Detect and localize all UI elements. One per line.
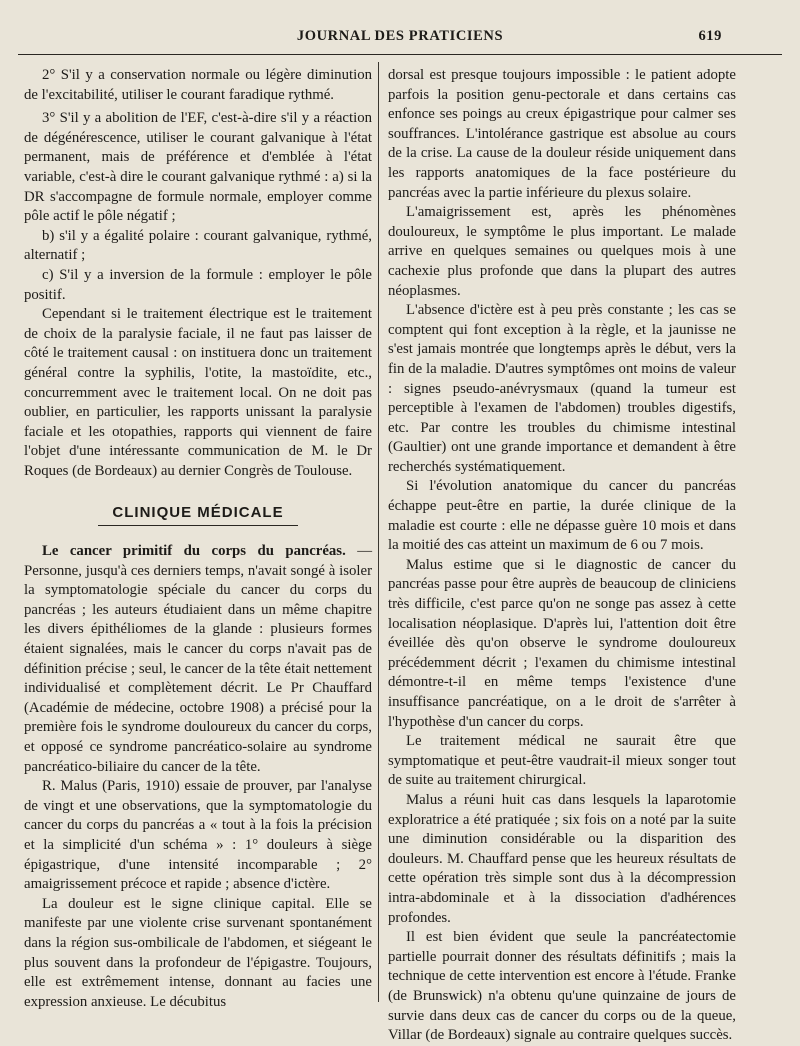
article-title: Le cancer primitif du corps du pancréas.: [42, 543, 346, 560]
left-column: [24, 66, 372, 1012]
paragraph: R. Malus (Paris, 1910) essaie de prouver, par l'analyse de vingt et une observations, que la symptomatologie du cancer du corps du pancréas a « tout à la fois la précision et la simplicité d'un schéma » : 1° douleurs à siège épigastrique, d'une intensité incomparable ; 2° amaigrissement précoce et rapide ; absence d'ictère.: [24, 778, 372, 893]
paragraph: 3° S'il y a abolition de l'EF, c'est-à-dire s'il y a réaction de dégénérescence, utiliser le courant galvanique à l'état permanent, mais de préférence et d'emblée à l'état variable, c'est-à dire le courant galvanique rythmé : a) si la DR s'accompagne de formule normale, employer comme pôle actif le pôle négatif ;: [24, 110, 372, 225]
paragraph: Le traitement médical ne saurait être que symptomatique et peut-être vaudrait-il mieux songer tout de suite au traitement chirurgical.: [388, 733, 736, 789]
running-header: [18, 28, 782, 50]
paragraph: Il est bien évident que seule la pancréatectomie partielle pourrait donner des résultats définitifs ; mais la technique de cette intervention est encore à l'étude. Franke (de Brunswick) n'a obtenu qu'une quinzaine de jours de survie dans deux cas de cancer du corps ou de la queue, Villar (de Bordeaux) signale au contraire quelques succès.: [388, 929, 736, 1044]
column-divider: [378, 62, 379, 1002]
header-rule: [18, 54, 782, 55]
paragraph: Si l'évolution anatomique du cancer du pancréas échappe peut-être en partie, la durée clinique de la maladie est courte : elle ne dépasse guère 10 mois et dans la moitié des cas atteint un maximum de 6 ou 7 mois.: [388, 478, 736, 554]
paragraph: La douleur est le signe clinique capital. Elle se manifeste par une violente crise survenant spontanément dans la région sus-ombilicale de l'abdomen, et siégeant le plus souvent dans la profondeur de l'épigastre. Toujours, elle est extrêmement intense, donnant au facies une expression anxieuse. Le décubitus: [24, 895, 372, 1010]
section-heading: [24, 501, 372, 526]
paragraph: b) s'il y a égalité polaire : courant galvanique, rythmé, alternatif ;: [24, 227, 372, 264]
page-number: 619: [698, 28, 722, 44]
paragraph: dorsal est presque toujours impossible : le patient adopte parfois la position genu-pectorale et dans certains cas enfonce ses poings au creux épigastrique pour calmer ses souffrances. L'intolérance gastrique est absolue au cours de la crise. La cause de la douleur réside uniquement dans les rapports anatomiques de la face postérieure du pancréas avec la partie inférieure du plexus solaire.: [388, 67, 736, 201]
article-text: — Personne, jusqu'à ces derniers temps, n'avait songé à isoler la symptomatologie spéciale du cancer du corps du pancréas ; les auteurs étudiaient dans un même chapitre les divers épithéliomes de la glande : plusieurs formes étaient signalées, mais le cancer du corps n'avait pas de définition précise ; seul, le cancer de la tête était nettement individualisé et complètement décrit. Le Pr Chauffard (Académie de médecine, octobre 1908) a précisé pour la première fois le syndrome douloureux du cancer du corps, et opposé ce syndrome pancréatico-solaire au syndrome pancréatico-biliaire du cancer de la tête.: [24, 543, 373, 775]
section-heading-text: CLINIQUE MÉDICALE: [98, 501, 297, 526]
paragraph: Malus estime que si le diagnostic de cancer du pancréas passe pour être auprès de beaucoup de cliniciens très difficile, c'est parce qu'on ne songe pas assez à cette localisation néoplasique. D'après lui, l'attention doit être éveillée dès qu'on observe le syndrome douloureux précédemment décrit ; l'examen du chimisme intestinal démontre-t-il en même temps l'existence d'une insuffisance pancréatique, on a le droit de s'arrêter à l'hypothèse d'un cancer du corps.: [388, 556, 736, 730]
journal-title: JOURNAL DES PRATICIENS: [296, 28, 504, 44]
paragraph: L'amaigrissement est, après les phénomènes douloureux, le symptôme le plus important. Le malade arrive en quelques semaines ou quelques mois à une cachexie plus profonde que dans la plupart des autres néoplasmes.: [388, 204, 736, 299]
paragraph: c) S'il y a inversion de la formule : employer le pôle positif.: [24, 266, 372, 303]
paragraph: 2° S'il y a conservation normale ou légère diminution de l'excitabilité, utiliser le courant faradique rythmé.: [24, 67, 372, 103]
right-column: [388, 66, 736, 1046]
paragraph: L'absence d'ictère est à peu près constante ; les cas se comptent qui font exception à la règle, et la jaunisse ne s'est jamais montrée que longtemps après le début, vers la fin de la maladie. D'autres symptômes ont moins de valeur : signes pseudo-anévrysmaux (quand la tumeur est perceptible à l'examen de l'abdomen) troubles digestifs, etc. Par contre les troubles du chimisme intestinal (Gaultier) ont une grande importance et demandent à être recherchés systématiquement.: [388, 302, 736, 475]
paragraph: Malus a réuni huit cas dans lesquels la laparotomie exploratrice a été pratiquée ; six fois on a noté par la suite une diminution considérable ou la disparition des douleurs. M. Chauffard pense que les heureux résultats de cette opération très simple sont dus à la décompression intra-abdominale et à la dissociation d'adhérences profondes.: [388, 791, 736, 926]
paragraph: Cependant si le traitement électrique est le traitement de choix de la paralysie faciale, il ne faut pas laisser de côté le traitement causal : on instituera donc un traitement général contre la syphilis, l'otite, la mastoïdite, etc., concurremment avec le traitement local. On ne doit pas oublier, en particulier, les rapports unissant la paralysie faciale et les otopathies, rapports qui viennent de faire l'objet d'une intéressante communication de M. le Dr Roques (de Bordeaux) au dernier Congrès de Toulouse.: [24, 306, 372, 479]
article-opening-paragraph: [24, 542, 372, 777]
